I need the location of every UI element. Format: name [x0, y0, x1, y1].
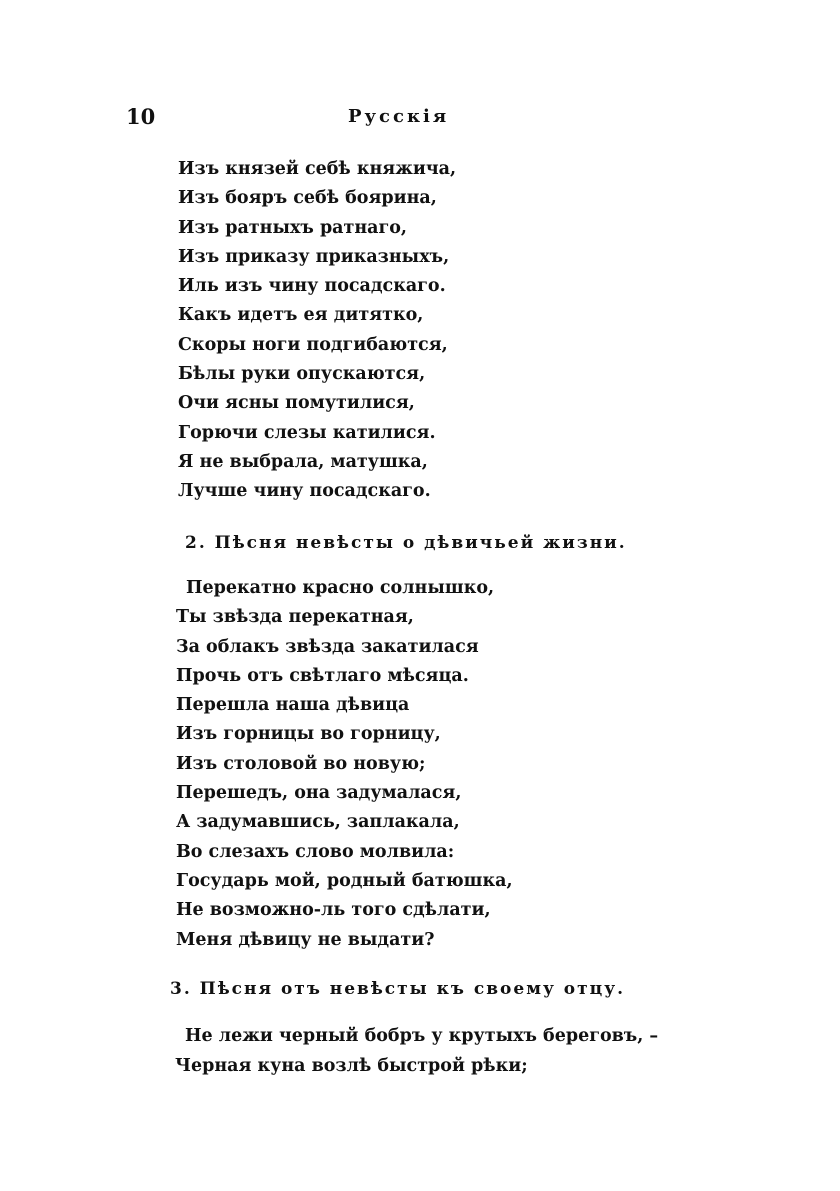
verse-line: Изъ столовой во новую;: [176, 753, 426, 774]
song3-verse: [175, 1021, 658, 1081]
song2-verse: [176, 574, 513, 955]
verse-line: Во слезахъ слово молвила:: [176, 841, 455, 862]
running-head: Русскія: [348, 106, 450, 127]
verse-line: Ты звѣзда перекатная,: [176, 607, 414, 628]
verse-line: Изъ князей себѣ княжича,: [178, 159, 457, 179]
verse-line: А задумавшись, заплакала,: [176, 812, 460, 833]
verse-line: Какъ идетъ ея дитятко,: [178, 305, 424, 326]
song2-title: 2. Пѣсня невѣсты о дѣвичьей жизни.: [185, 533, 627, 553]
verse-line: За облакъ звѣзда закатилася: [176, 636, 479, 657]
verse-line: Не возможно-ль того сдѣлати,: [176, 900, 491, 921]
page-number: 10: [126, 104, 156, 129]
verse-line: Изъ бояръ себѣ боярина,: [178, 188, 437, 209]
page-header: [126, 104, 726, 138]
verse-line: Изъ ратныхъ ратнаго,: [178, 217, 407, 238]
song3-title: 3. Пѣсня отъ невѣсты къ своему отцу.: [170, 979, 625, 999]
verse-line: Перекатно красно солнышко,: [186, 578, 495, 598]
verse-line: Бѣлы руки опускаются,: [178, 364, 426, 385]
verse-line: Перешла наша дѣвица: [176, 695, 410, 716]
verse-line: Лучше чину посадскаго.: [178, 481, 431, 502]
verse-line: Государь мой, родный батюшка,: [176, 870, 513, 891]
verse-line: Изъ горницы во горницу,: [176, 724, 441, 745]
verse-line: Скоры ноги подгибаются,: [178, 334, 448, 355]
verse-line: Очи ясны помутилися,: [178, 393, 415, 414]
verse-line: Черная куна возлѣ быстрой рѣки;: [175, 1056, 528, 1076]
verse-line: Изъ приказу приказныхъ,: [178, 246, 450, 267]
verse-line: Перешедъ, она задумалася,: [176, 783, 462, 804]
verse-line: Иль изъ чину посадскаго.: [178, 276, 446, 297]
verse-line: Прочь отъ свѣтлаго мѣсяца.: [176, 665, 469, 686]
verse-line: Я не выбрала, матушка,: [178, 451, 428, 472]
verse-line: Не лежи черный бобръ у крутыхъ береговъ, –: [185, 1026, 659, 1046]
verse-line: Горючи слезы катилися.: [178, 422, 436, 443]
verse-line: Меня дѣвицу не выдати?: [176, 929, 435, 950]
song1-continuation: [178, 155, 456, 507]
